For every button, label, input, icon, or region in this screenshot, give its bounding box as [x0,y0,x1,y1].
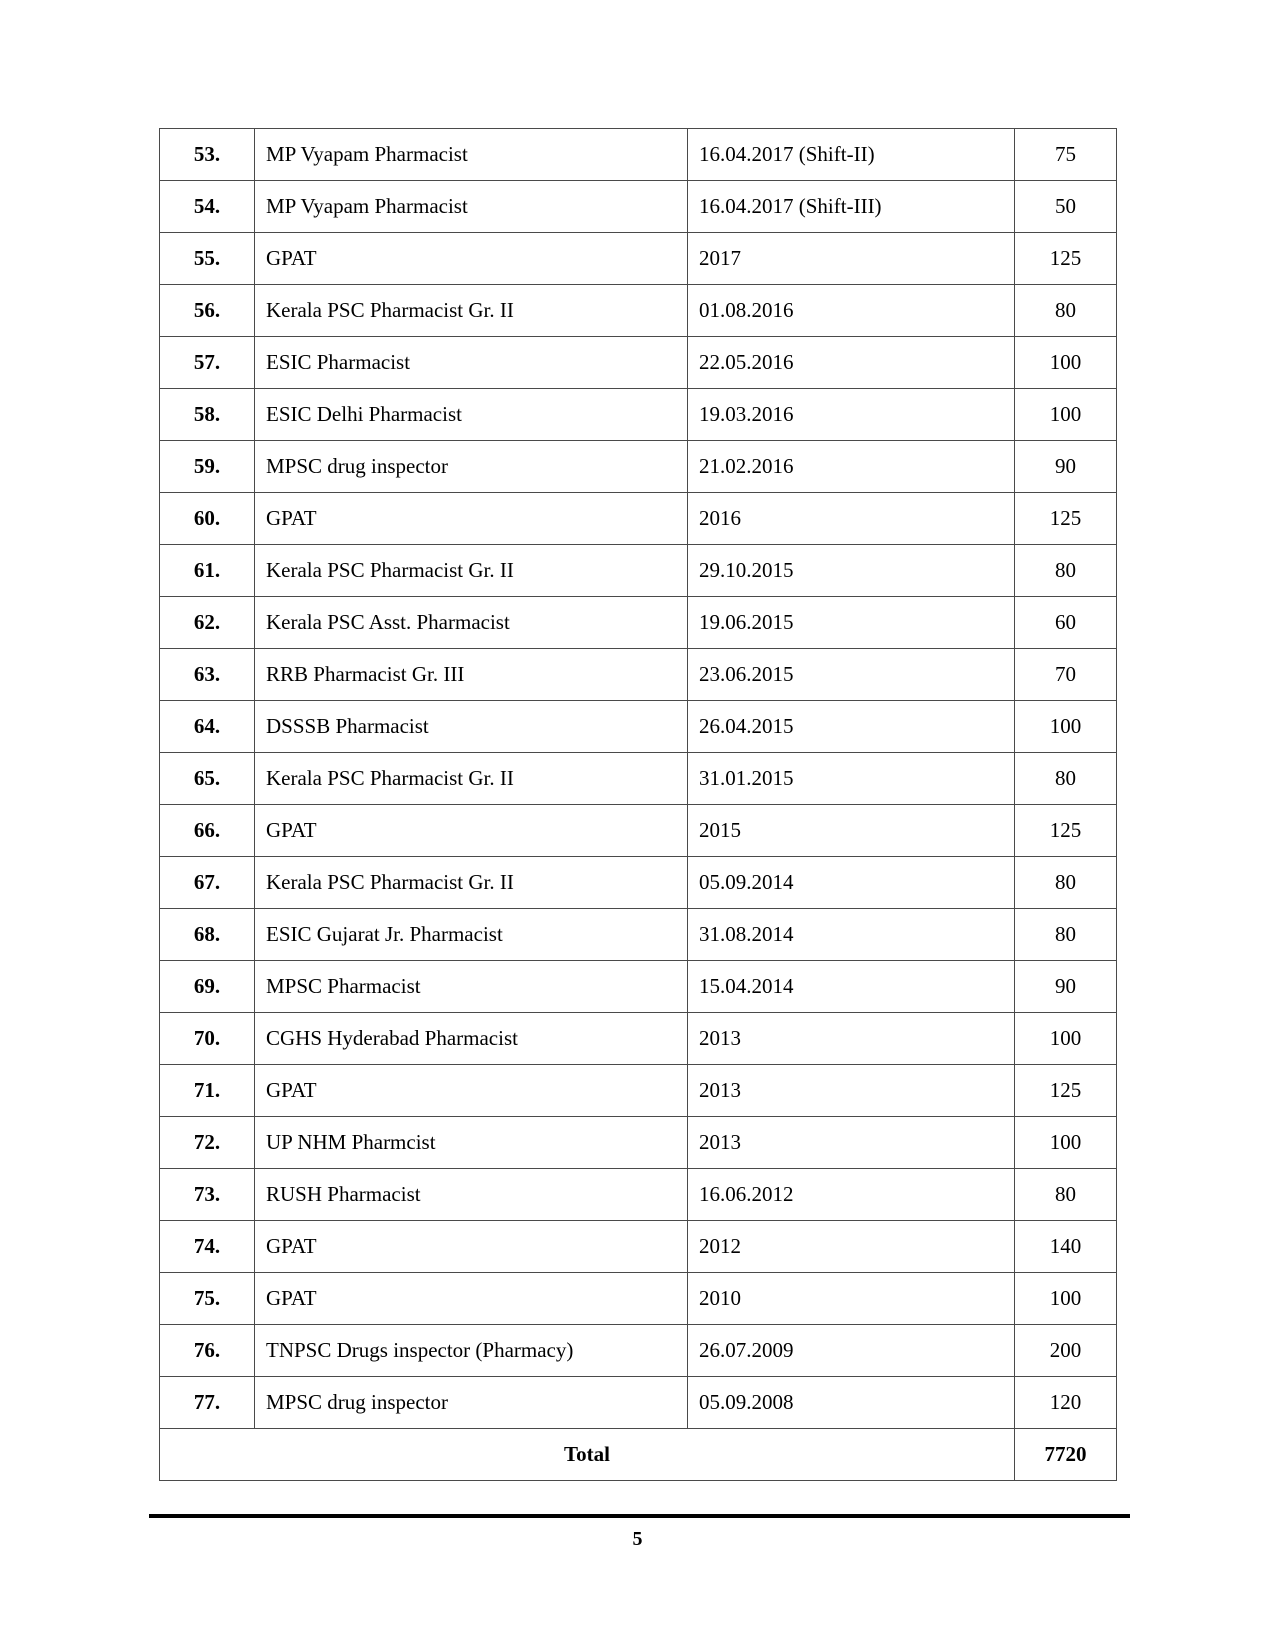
exam-name-cell: RUSH Pharmacist [255,1169,688,1221]
marks-cell: 125 [1015,233,1117,285]
marks-cell: 80 [1015,1169,1117,1221]
exam-date-cell: 2013 [688,1013,1015,1065]
exam-marks-table [159,128,1117,1481]
table-row [160,909,1117,961]
table-row [160,805,1117,857]
serial-number-cell: 77. [160,1377,255,1429]
exam-date-cell: 29.10.2015 [688,545,1015,597]
exam-date-cell: 16.04.2017 (Shift-III) [688,181,1015,233]
exam-date-cell: 21.02.2016 [688,441,1015,493]
exam-name-cell: ESIC Delhi Pharmacist [255,389,688,441]
table-row [160,441,1117,493]
exam-name-cell: RRB Pharmacist Gr. III [255,649,688,701]
marks-cell: 100 [1015,337,1117,389]
table-row [160,389,1117,441]
serial-number-cell: 63. [160,649,255,701]
table-row [160,337,1117,389]
exam-name-cell: MP Vyapam Pharmacist [255,181,688,233]
total-label: Total [160,1429,1015,1481]
table-row [160,1273,1117,1325]
serial-number-cell: 60. [160,493,255,545]
exam-name-cell: CGHS Hyderabad Pharmacist [255,1013,688,1065]
exam-name-cell: ESIC Gujarat Jr. Pharmacist [255,909,688,961]
exam-name-cell: GPAT [255,805,688,857]
exam-date-cell: 16.06.2012 [688,1169,1015,1221]
exam-name-cell: GPAT [255,1273,688,1325]
table-row [160,233,1117,285]
exam-name-cell: TNPSC Drugs inspector (Pharmacy) [255,1325,688,1377]
exam-name-cell: ESIC Pharmacist [255,337,688,389]
table-row [160,1013,1117,1065]
exam-date-cell: 26.07.2009 [688,1325,1015,1377]
table-row [160,545,1117,597]
exam-date-cell: 2012 [688,1221,1015,1273]
table-row [160,1169,1117,1221]
table-row [160,961,1117,1013]
exam-date-cell: 19.06.2015 [688,597,1015,649]
table-row [160,285,1117,337]
exam-name-cell: Kerala PSC Pharmacist Gr. II [255,857,688,909]
serial-number-cell: 74. [160,1221,255,1273]
exam-name-cell: GPAT [255,233,688,285]
marks-cell: 125 [1015,1065,1117,1117]
serial-number-cell: 71. [160,1065,255,1117]
exam-name-cell: Kerala PSC Pharmacist Gr. II [255,753,688,805]
table-row [160,493,1117,545]
marks-cell: 100 [1015,1013,1117,1065]
table-row [160,1377,1117,1429]
exam-name-cell: GPAT [255,493,688,545]
serial-number-cell: 58. [160,389,255,441]
exam-name-cell: GPAT [255,1065,688,1117]
marks-cell: 125 [1015,493,1117,545]
exam-name-cell: UP NHM Pharmcist [255,1117,688,1169]
serial-number-cell: 76. [160,1325,255,1377]
marks-cell: 100 [1015,1273,1117,1325]
exam-date-cell: 2015 [688,805,1015,857]
exam-name-cell: Kerala PSC Asst. Pharmacist [255,597,688,649]
exam-date-cell: 2013 [688,1065,1015,1117]
table-row [160,857,1117,909]
exam-date-cell: 2017 [688,233,1015,285]
marks-cell: 90 [1015,961,1117,1013]
table-row [160,649,1117,701]
table-row [160,701,1117,753]
marks-cell: 80 [1015,857,1117,909]
exam-date-cell: 31.08.2014 [688,909,1015,961]
total-value: 7720 [1015,1429,1117,1481]
marks-cell: 80 [1015,285,1117,337]
marks-cell: 120 [1015,1377,1117,1429]
exam-name-cell: GPAT [255,1221,688,1273]
serial-number-cell: 57. [160,337,255,389]
exam-date-cell: 23.06.2015 [688,649,1015,701]
serial-number-cell: 73. [160,1169,255,1221]
marks-cell: 100 [1015,389,1117,441]
exam-date-cell: 2013 [688,1117,1015,1169]
exam-date-cell: 05.09.2014 [688,857,1015,909]
marks-cell: 90 [1015,441,1117,493]
exam-name-cell: MP Vyapam Pharmacist [255,129,688,181]
footer-divider [149,1514,1130,1518]
marks-cell: 80 [1015,753,1117,805]
exam-date-cell: 22.05.2016 [688,337,1015,389]
exam-date-cell: 2016 [688,493,1015,545]
serial-number-cell: 69. [160,961,255,1013]
exam-date-cell: 05.09.2008 [688,1377,1015,1429]
marks-cell: 50 [1015,181,1117,233]
table-body [160,129,1117,1429]
serial-number-cell: 67. [160,857,255,909]
exam-name-cell: Kerala PSC Pharmacist Gr. II [255,545,688,597]
exam-date-cell: 15.04.2014 [688,961,1015,1013]
total-row [160,1429,1117,1481]
table-row [160,1221,1117,1273]
serial-number-cell: 62. [160,597,255,649]
serial-number-cell: 65. [160,753,255,805]
exam-date-cell: 16.04.2017 (Shift-II) [688,129,1015,181]
serial-number-cell: 61. [160,545,255,597]
serial-number-cell: 64. [160,701,255,753]
serial-number-cell: 53. [160,129,255,181]
serial-number-cell: 55. [160,233,255,285]
exam-date-cell: 19.03.2016 [688,389,1015,441]
table-row [160,753,1117,805]
table-row [160,181,1117,233]
marks-cell: 80 [1015,545,1117,597]
marks-cell: 70 [1015,649,1117,701]
serial-number-cell: 56. [160,285,255,337]
marks-cell: 100 [1015,1117,1117,1169]
table-row [160,1065,1117,1117]
serial-number-cell: 70. [160,1013,255,1065]
marks-cell: 125 [1015,805,1117,857]
marks-cell: 75 [1015,129,1117,181]
table-row [160,1117,1117,1169]
exam-name-cell: MPSC Pharmacist [255,961,688,1013]
exam-date-cell: 31.01.2015 [688,753,1015,805]
page-number: 5 [632,1528,643,1550]
exam-name-cell: MPSC drug inspector [255,441,688,493]
marks-cell: 200 [1015,1325,1117,1377]
serial-number-cell: 54. [160,181,255,233]
table-row [160,129,1117,181]
serial-number-cell: 66. [160,805,255,857]
table-row [160,1325,1117,1377]
serial-number-cell: 68. [160,909,255,961]
exam-name-cell: MPSC drug inspector [255,1377,688,1429]
marks-cell: 140 [1015,1221,1117,1273]
serial-number-cell: 59. [160,441,255,493]
marks-cell: 100 [1015,701,1117,753]
exam-date-cell: 01.08.2016 [688,285,1015,337]
exam-date-cell: 2010 [688,1273,1015,1325]
marks-cell: 80 [1015,909,1117,961]
exam-name-cell: Kerala PSC Pharmacist Gr. II [255,285,688,337]
table-row [160,597,1117,649]
serial-number-cell: 75. [160,1273,255,1325]
exam-name-cell: DSSSB Pharmacist [255,701,688,753]
serial-number-cell: 72. [160,1117,255,1169]
marks-cell: 60 [1015,597,1117,649]
exam-date-cell: 26.04.2015 [688,701,1015,753]
